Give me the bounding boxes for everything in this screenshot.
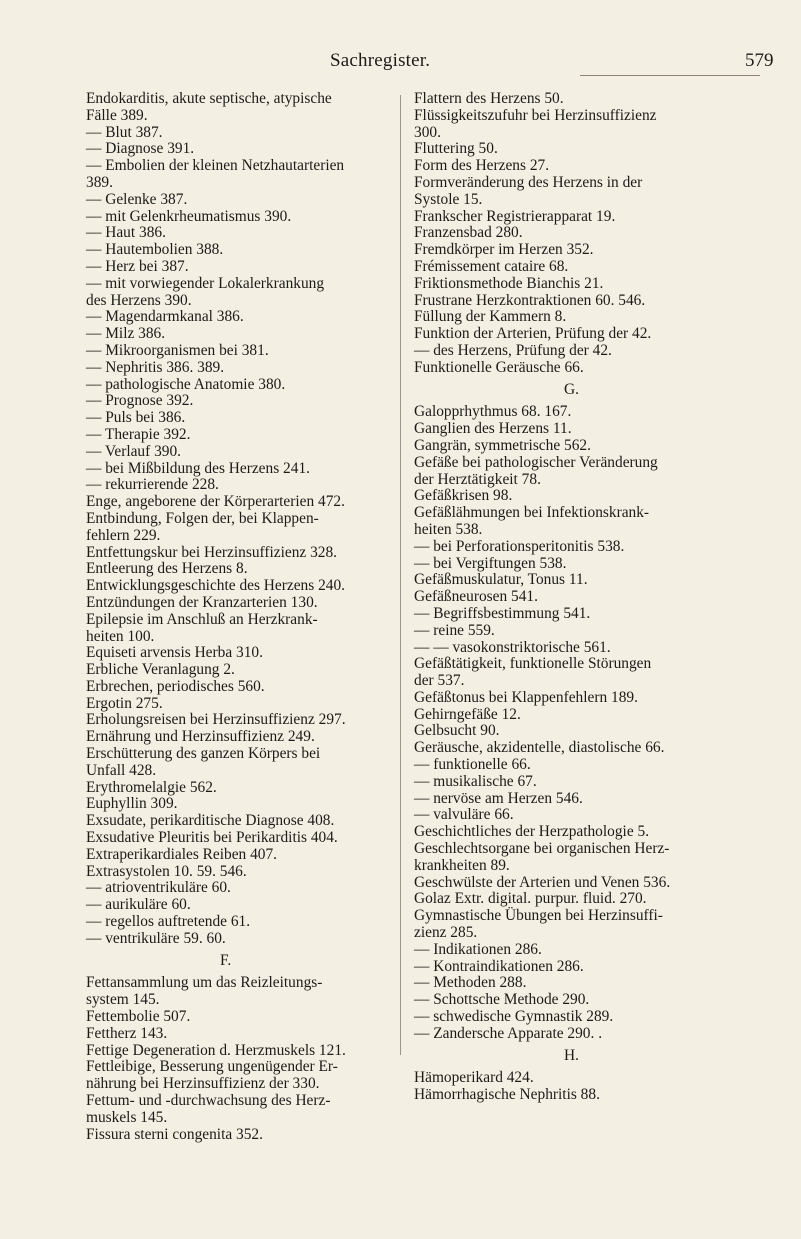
entry-list-h [414, 1070, 774, 1104]
index-entry: Exsudate, perikarditische Diagnose 408. [86, 812, 335, 830]
index-entry: Fremdkörper im Herzen 352. [414, 241, 594, 259]
index-entry: — Indikationen 286. [414, 940, 542, 958]
index-entry: Exsudative Pleuritis bei Perikarditis 404. [86, 829, 338, 847]
header-rule [580, 75, 760, 76]
index-entry: Entzündungen der Kranzarterien 130. [86, 593, 318, 611]
index-entry: 389. [86, 173, 113, 191]
index-entry: Erbrechen, periodisches 560. [86, 677, 265, 695]
index-entry: — atrioventrikuläre 60. [86, 879, 231, 897]
index-entry: Fettum- und -durchwachsung des Herz- [86, 1092, 331, 1110]
index-entry: Gangrän, symmetrische 562. [414, 436, 591, 454]
index-entry: — bei Mißbildung des Herzens 241. [86, 459, 310, 477]
index-entry: Flüssigkeitszufuhr bei Herzinsuffizienz [414, 106, 657, 124]
index-entry: Frémissement cataire 68. [414, 257, 569, 275]
index-entry: Funktionelle Geräusche 66. [414, 358, 584, 376]
index-entry: Extrasystolen 10. 59. 546. [86, 862, 247, 880]
index-entry: — Schottsche Methode 290. [414, 991, 590, 1009]
index-entry: Erythromelalgie 562. [86, 778, 217, 796]
index-entry: — ventrikuläre 59. 60. [86, 929, 226, 947]
index-entry: — bei Perforationsperitonitis 538. [414, 537, 625, 555]
index-entry: — Methoden 288. [414, 974, 527, 992]
index-entry: Fettleibige, Besserung ungenügender Er- [86, 1058, 338, 1076]
index-entry: Gefäßmuskulatur, Tonus 11. [414, 571, 588, 589]
index-entry: Ergotin 275. [86, 694, 163, 712]
index-entry: Epilepsie im Anschluß an Herzkrank- [86, 610, 318, 628]
index-entry: Füllung der Kammern 8. [414, 308, 567, 326]
index-entry: — reine 559. [414, 621, 495, 639]
index-entry: Galopprhythmus 68. 167. [414, 403, 572, 421]
index-entry: — musikalische 67. [414, 772, 537, 790]
page-header [0, 0, 801, 80]
index-entry: — Magendarmkanal 386. [86, 308, 244, 326]
index-entry: Entbindung, Folgen der, bei Klappen- [86, 509, 319, 527]
section-letter-f: F. [220, 951, 232, 969]
index-entry: krankheiten 89. [414, 856, 510, 874]
index-entry: — Milz 386. [86, 325, 166, 343]
index-entry: Fettige Degeneration d. Herzmuskels 121. [86, 1041, 346, 1059]
index-entry: — Haut 386. [86, 224, 166, 242]
index-entry: Flattern des Herzens 50. [414, 90, 564, 107]
index-entry: — regellos auftretende 61. [86, 913, 251, 931]
index-entry: Ernährung und Herzinsuffizienz 249. [86, 728, 315, 746]
index-entry: Hämoperikard 424. [414, 1069, 534, 1087]
index-entry: Fettherz 143. [86, 1024, 168, 1042]
index-entry: — Blut 387. [86, 123, 163, 141]
index-entry: Fissura sterni congenita 352. [86, 1125, 263, 1143]
index-entry: Gefäßlähmungen bei Infektionskrank- [414, 504, 650, 522]
index-entry: Funktion der Arterien, Prüfung der 42. [414, 325, 652, 343]
index-entry: Gefäßtonus bei Klappenfehlern 189. [414, 688, 638, 706]
index-entry: Frustrane Herzkontraktionen 60. 546. [414, 291, 646, 309]
index-entry: — bei Vergiftungen 538. [414, 554, 567, 572]
index-entry: — Verlauf 390. [86, 442, 182, 460]
index-entry: des Herzens 390. [86, 291, 192, 309]
index-entry: Form des Herzens 27. [414, 157, 550, 175]
index-entry: 300. [414, 123, 441, 141]
index-entry: — pathologische Anatomie 380. [86, 375, 286, 393]
index-entry: der Herztätigkeit 78. [414, 470, 541, 488]
index-entry: — des Herzens, Prüfung der 42. [414, 341, 612, 359]
index-entry: — Hautembolien 388. [86, 241, 224, 259]
index-entry: — Begriffsbestimmung 541. [414, 604, 591, 622]
page-title: Sachregister. [330, 50, 431, 71]
index-entry: — mit vorwiegender Lokalerkrankung [86, 274, 325, 292]
index-entry: Enge, angeborene der Körperarterien 472. [86, 493, 345, 511]
index-entry: — Diagnose 391. [86, 140, 195, 158]
index-entry: Gefäßkrisen 98. [414, 487, 513, 505]
index-entry: Gymnastische Übungen bei Herzinsuffi- [414, 907, 663, 925]
index-entry: Fluttering 50. [414, 140, 498, 158]
index-entry: — Embolien der kleinen Netzhautarterien [86, 157, 345, 175]
index-entry: Gefäßtätigkeit, funktionelle Störungen [414, 655, 652, 673]
index-entry: Gefäßneurosen 541. [414, 588, 538, 606]
index-entry: — funktionelle 66. [414, 756, 531, 774]
index-entry: Erbliche Veranlagung 2. [86, 661, 235, 679]
index-entry: Geschichtliches der Herzpathologie 5. [414, 823, 650, 841]
index-entry: nährung bei Herzinsuffizienz der 330. [86, 1075, 320, 1093]
index-entry: — Zandersche Apparate 290. . [414, 1024, 603, 1042]
index-entry: Fettembolie 507. [86, 1008, 191, 1026]
index-entry: — aurikuläre 60. [86, 896, 191, 914]
index-entry: fehlern 229. [86, 526, 161, 544]
index-entry: Endokarditis, akute septische, atypische [86, 90, 332, 107]
index-entry: Frankscher Registrierapparat 19. [414, 207, 616, 225]
section-letter-g: G. [564, 380, 579, 398]
index-entry: — mit Gelenkrheumatismus 390. [86, 207, 292, 225]
entry-list-e [86, 91, 392, 948]
index-entry: — Herz bei 387. [86, 257, 189, 275]
entry-list-g [414, 404, 774, 1042]
index-entry: — Therapie 392. [86, 425, 191, 443]
index-entry: Hämorrhagische Nephritis 88. [414, 1086, 600, 1104]
index-entry: Erholungsreisen bei Herzinsuffizienz 297. [86, 711, 346, 729]
index-entry: Franzensbad 280. [414, 224, 523, 242]
index-entry: muskels 145. [86, 1108, 168, 1126]
index-entry: Systole 15. [414, 190, 483, 208]
index-entry: — Kontraindikationen 286. [414, 957, 584, 975]
index-entry: zienz 285. [414, 924, 478, 942]
index-entry: Fälle 389. [86, 106, 148, 124]
index-entry: Entwicklungsgeschichte des Herzens 240. [86, 577, 346, 595]
index-entry: — Gelenke 387. [86, 190, 188, 208]
index-entry: Geschlechtsorgane bei organischen Herz- [414, 840, 670, 858]
right-column [414, 91, 774, 1104]
index-entry: Gehirngefäße 12. [414, 705, 521, 723]
index-entry: — Prognose 392. [86, 392, 194, 410]
index-entry: — Puls bei 386. [86, 409, 186, 427]
section-letter-h: H. [564, 1046, 579, 1064]
index-entry: Entleerung des Herzens 8. [86, 560, 248, 578]
index-entry: Unfall 428. [86, 761, 157, 779]
index-entry: Geräusche, akzidentelle, diastolische 66. [414, 739, 665, 757]
index-entry: der 537. [414, 672, 465, 690]
index-entry: — rekurrierende 228. [86, 476, 219, 494]
index-entry: system 145. [86, 991, 160, 1009]
index-entry: Extraperikardiales Reiben 407. [86, 845, 278, 863]
index-entry: heiten 100. [86, 627, 155, 645]
left-column [86, 91, 392, 1143]
index-entry: Formveränderung des Herzens in der [414, 173, 643, 191]
index-entry: — valvuläre 66. [414, 806, 514, 824]
index-entry: heiten 538. [414, 520, 483, 538]
index-entry: Entfettungskur bei Herzinsuffizienz 328. [86, 543, 338, 561]
index-entry: — Mikroorganismen bei 381. [86, 341, 269, 359]
index-entry: Gefäße bei pathologischer Veränderung [414, 453, 658, 471]
index-entry: — schwedische Gymnastik 289. [414, 1008, 614, 1026]
index-entry: Euphyllin 309. [86, 795, 178, 813]
index-entry: — Nephritis 386. 389. [86, 358, 225, 376]
index-entry: Friktionsmethode Bianchis 21. [414, 274, 604, 292]
index-entry: Erschütterung des ganzen Körpers bei [86, 745, 321, 763]
index-entry: — — vasokonstriktorische 561. [414, 638, 611, 656]
index-entry: — nervöse am Herzen 546. [414, 789, 583, 807]
index-entry: Gelbsucht 90. [414, 722, 500, 740]
index-entry: Equiseti arvensis Herba 310. [86, 644, 263, 662]
index-entry: Golaz Extr. digital. purpur. fluid. 270. [414, 890, 647, 908]
column-divider [400, 95, 401, 1055]
page-number: 579 [745, 50, 774, 71]
entry-list-f-cont [414, 91, 774, 377]
index-entry: Fettansammlung um das Reizleitungs- [86, 974, 323, 992]
entry-list-f [86, 975, 392, 1143]
index-entry: Geschwülste der Arterien und Venen 536. [414, 873, 671, 891]
index-entry: Ganglien des Herzens 11. [414, 420, 572, 438]
